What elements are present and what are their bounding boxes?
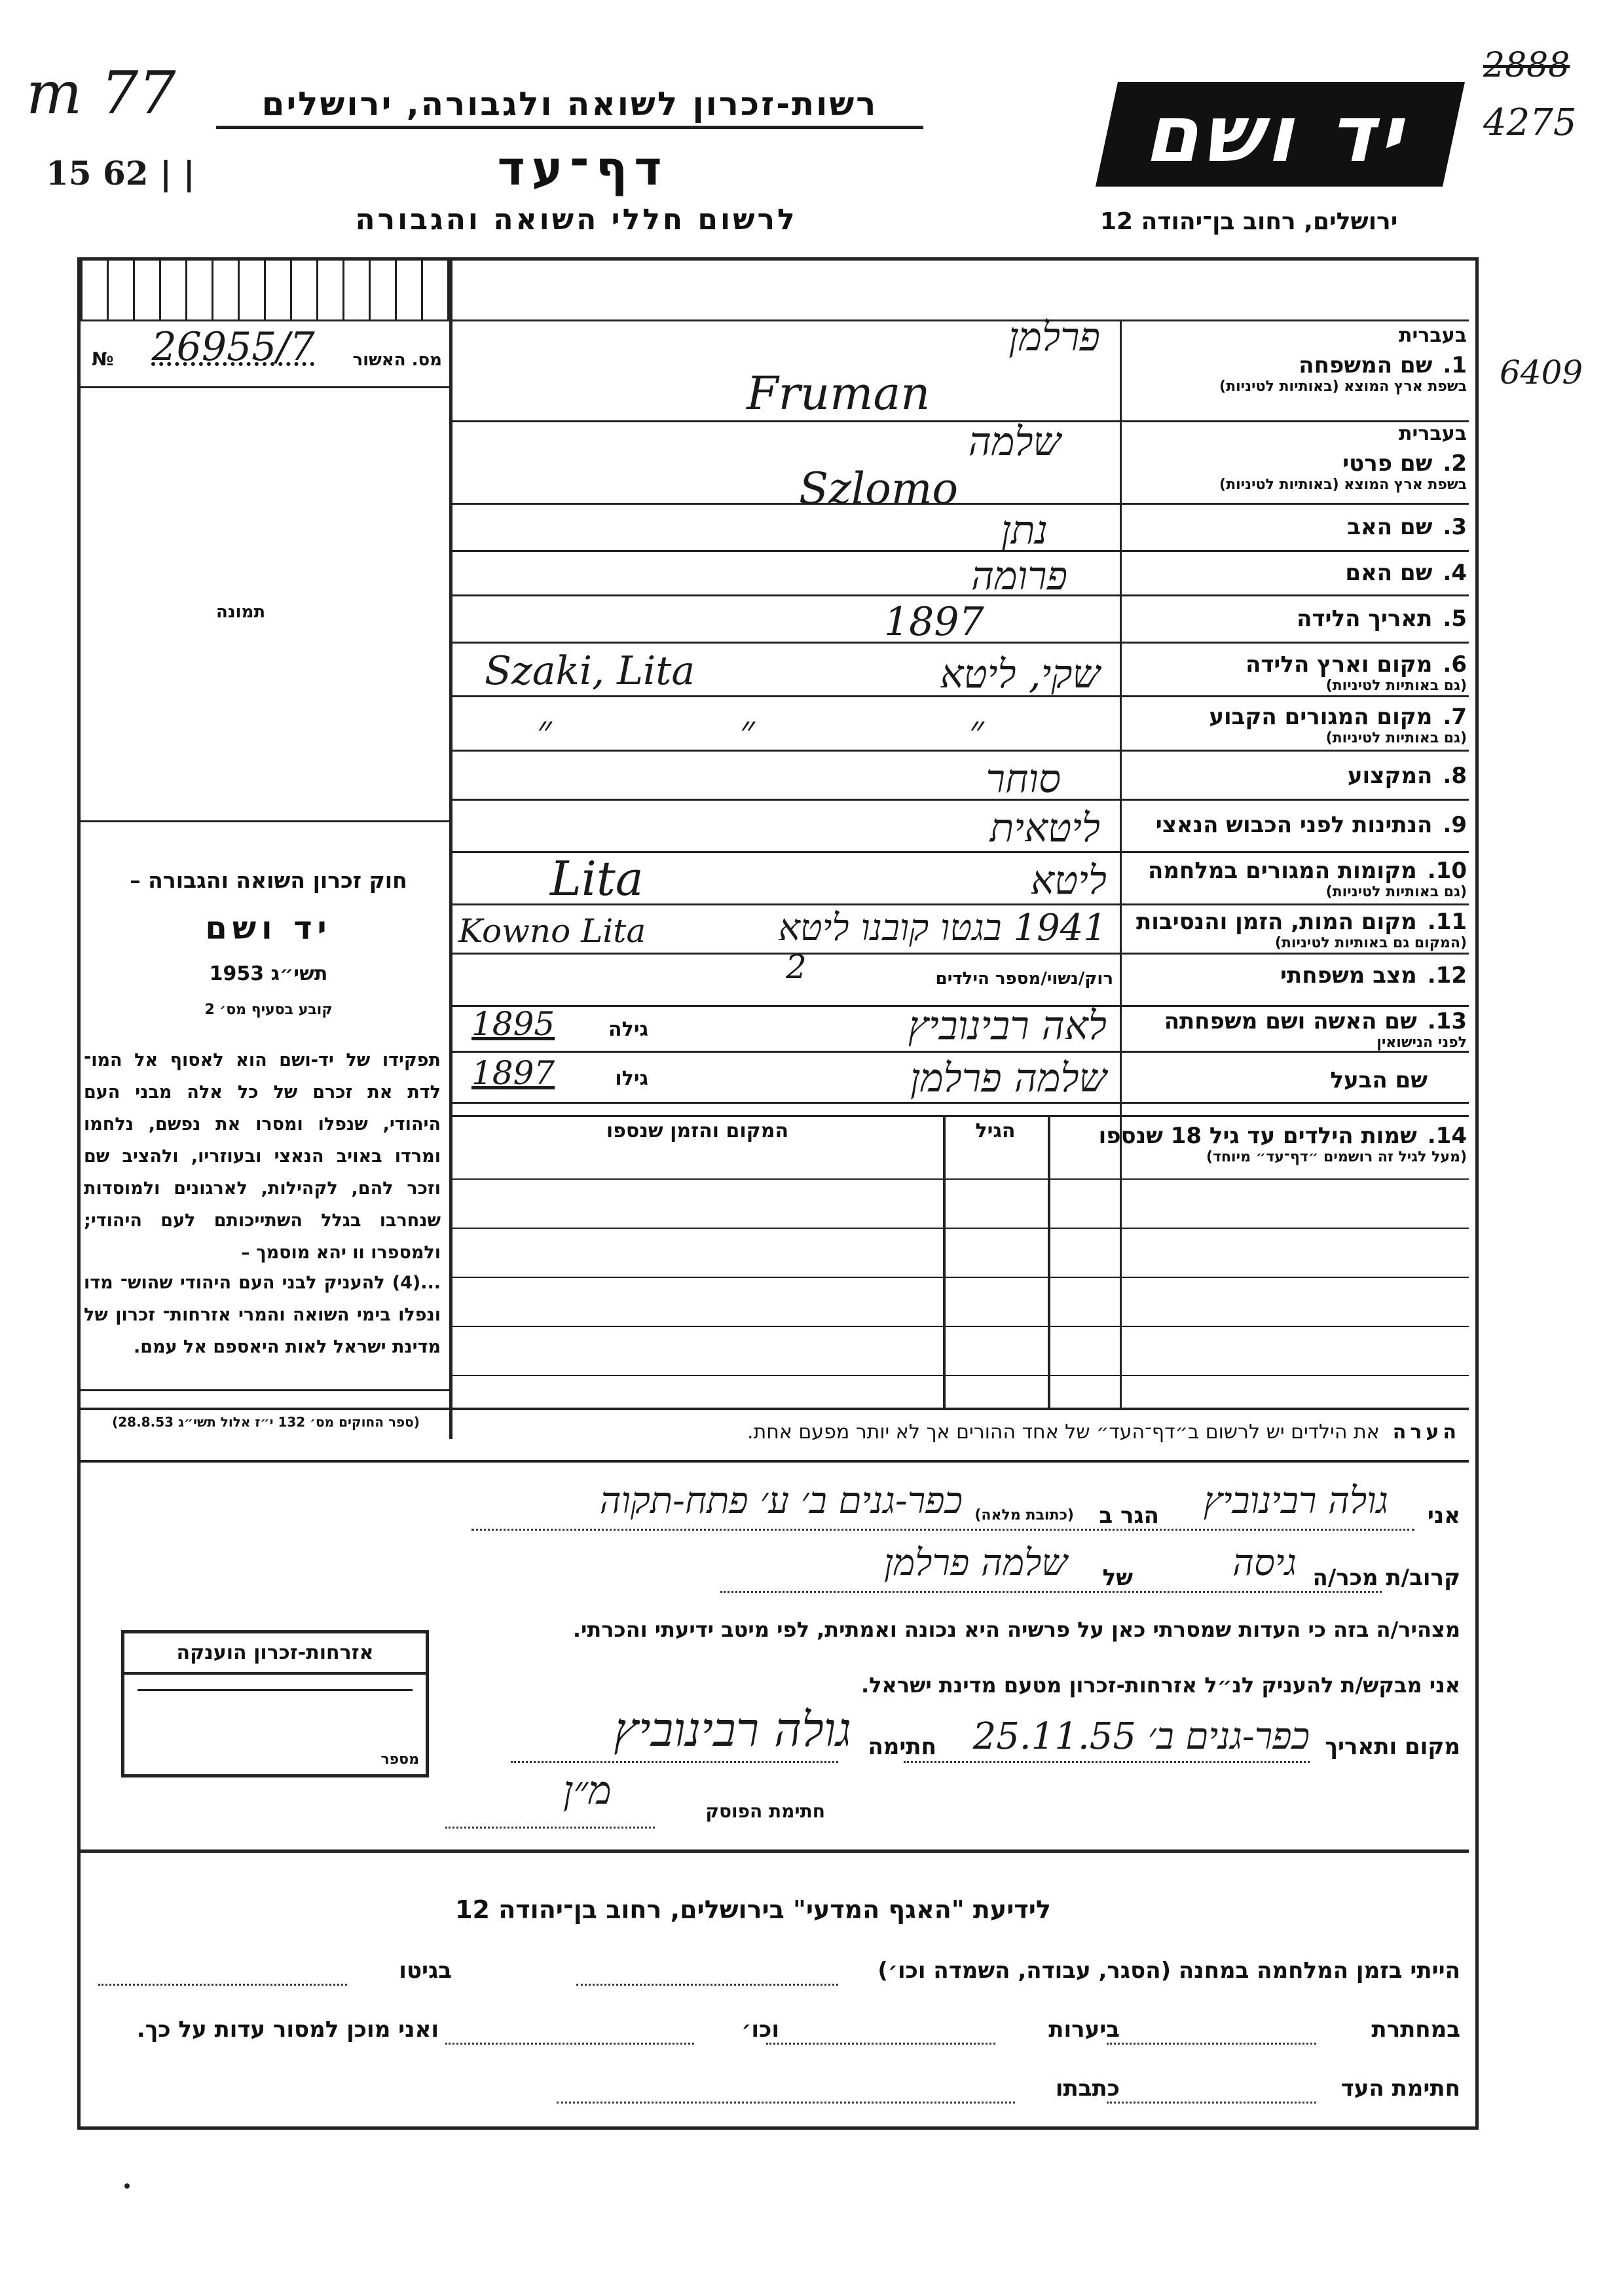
footer-line1-end: בגיטו — [399, 1958, 452, 1984]
field-7-labels — [1126, 704, 1467, 746]
children-row — [452, 1326, 1469, 1327]
footer-line2-mid2: וכו׳ — [741, 2016, 779, 2043]
law-text-2: ...(4) להעניק לבני העם היהודי שהוש־ מדו ונפלו בימי השואה והמרי אזרחות־ זכרון של מדינת ישראל לאות היאספם אל עמם. — [84, 1273, 441, 1357]
children-row — [452, 1375, 1469, 1376]
footer-line2-end: ואני מוכן למסור עדות על כך. — [136, 2016, 439, 2043]
law-source: (ספר החוקים מס׳ 132 י״ז אלול תשי״ג 28.8.53) — [112, 1414, 420, 1430]
field-9-answer: ליטאית — [989, 805, 1100, 851]
field-9-labels — [1126, 812, 1467, 838]
field-13-labels — [1126, 1008, 1467, 1051]
note-text: את הילדים יש לרשום ב״דף־העד״ של אחד ההורים אך לא יותר מפעם אחת. — [747, 1421, 1380, 1444]
field-9-num: 9. — [1443, 812, 1467, 838]
field-11-labels — [1126, 909, 1467, 951]
law-source-top — [81, 1389, 452, 1391]
field-4-label: שם האם — [1345, 560, 1433, 586]
field-7-num: 7. — [1443, 704, 1467, 730]
field-13-label: שם האשה ושם משפחתה — [1164, 1008, 1417, 1034]
declaration-i-underline — [471, 1529, 1414, 1531]
field-13-age-label: גילה — [608, 1018, 648, 1041]
field-1-hebrew-answer: פרלמן — [1008, 314, 1100, 360]
field-3-labels — [1126, 514, 1467, 540]
approval-number-row — [92, 324, 442, 370]
law-year: תשי״ג 1953 — [209, 962, 328, 985]
field-8-num: 8. — [1443, 763, 1467, 789]
field-1-label: שם המשפחה — [1299, 352, 1433, 378]
declaration-relative-label: קרוב/ת מכר/ה — [1312, 1565, 1460, 1591]
field-4-num: 4. — [1443, 560, 1467, 586]
field-9-label: הנתינות לפני הכבוש הנאצי — [1155, 812, 1433, 838]
field-3-num: 3. — [1443, 514, 1467, 540]
top-left-stamp: 15 62 | | — [46, 154, 195, 192]
field-13-sub: לפני הנישואין — [1376, 1034, 1467, 1051]
children-num: 14. — [1427, 1123, 1467, 1149]
field-12-sub: רוק/נשוי/מספר הילדים — [935, 969, 1113, 989]
approval-no-prefix: № — [92, 348, 114, 370]
children-sub: (מעל לגיל זה רושמים ״דף־עד״ מיוחד) — [1206, 1149, 1467, 1165]
footer-line-2 — [98, 2016, 1460, 2056]
field-12-label: מצב משפחתי — [1280, 962, 1417, 989]
declaration-resides-sub: (כתובת מלאה) — [974, 1507, 1074, 1523]
field-2-label: שם פרטי — [1342, 450, 1433, 477]
decider-label: חתימת הפוסק — [705, 1800, 825, 1822]
field-13-num: 13. — [1427, 1008, 1467, 1034]
footer-line3-blank — [557, 2102, 1015, 2104]
left-top-divider — [81, 386, 449, 388]
form-title: דף־עד — [497, 141, 669, 196]
children-row — [452, 1228, 1469, 1229]
field-row-line — [452, 503, 1469, 505]
field-2-sub: בשפת ארץ המוצא (באותיות לטיניות) — [1219, 477, 1467, 493]
top-grid-row — [81, 319, 1469, 321]
signature-underline — [511, 1761, 838, 1763]
field-11-hebrew-answer: 1941 בגטו קובנו ליטא — [778, 907, 1107, 949]
field-1-labels — [1126, 324, 1467, 419]
declaration-i-value: גולה רבינוביץ — [1203, 1480, 1388, 1522]
field-row-line — [452, 1115, 1469, 1117]
label-column-divider — [1120, 319, 1122, 1410]
top-right-number: 4275 — [1483, 101, 1577, 144]
field-12-num: 12. — [1427, 962, 1467, 989]
field-2-latin-answer: Szlomo — [799, 464, 959, 514]
field-10-num: 10. — [1427, 858, 1467, 884]
children-col-divider — [943, 1115, 946, 1410]
children-col-divider — [1048, 1115, 1050, 1410]
footer-line2-label: במחתרת — [1371, 2016, 1460, 2043]
field-4-labels — [1126, 560, 1467, 586]
children-row — [452, 1277, 1469, 1278]
footer-line-3 — [98, 2075, 1460, 2115]
children-col-age: הגיל — [975, 1120, 1016, 1142]
footer-line1-blank — [98, 1984, 347, 1986]
field-7-ditto: ״ — [969, 707, 984, 753]
footer-line2-mid: ביערות — [1048, 2016, 1120, 2043]
field-13-answer: לאה רבינוביץ — [908, 1003, 1107, 1049]
place-date-underline — [904, 1761, 1310, 1763]
right-margin-number: 6409 — [1500, 354, 1583, 392]
note-label: הערה — [1392, 1421, 1460, 1444]
declaration-i-label: אני — [1427, 1503, 1460, 1529]
top-right-strike: 2888 — [1483, 46, 1570, 85]
field-row-line — [452, 1051, 1469, 1053]
field-1-num: 1. — [1443, 352, 1467, 378]
field-11-latin-answer: Kowno Lita — [458, 912, 646, 950]
authority-title: רשות-זכרון לשואה ולגבורה, ירושלים — [216, 85, 923, 129]
field-row-line — [452, 953, 1469, 955]
field-10-sub: (גם באותיות לטיניות) — [1325, 884, 1467, 900]
field-1-sub: בשפת ארץ המוצא (באותיות לטיניות) — [1219, 378, 1467, 395]
field-2-hebrew-answer: שלמה — [968, 419, 1061, 465]
top-tick-marks — [81, 261, 449, 319]
field-2-lang: בעברית — [1399, 422, 1467, 445]
footer-line2-blank — [1107, 2043, 1316, 2045]
field-8-label: המקצוע — [1347, 763, 1433, 789]
field-7-label: מקום המגורים הקבוע — [1209, 704, 1433, 730]
field-12-labels — [1126, 962, 1467, 989]
approval-number: 26955/7 — [151, 324, 315, 370]
note-top-line — [81, 1408, 1469, 1410]
field-10-hebrew-answer: ליטא — [1030, 858, 1107, 903]
yad-vashem-logo: יד ושם — [1096, 82, 1465, 187]
field-6-latin-answer: Szaki, Lita — [485, 648, 695, 694]
field-5-num: 5. — [1443, 606, 1467, 632]
law-title: חוק זכרון השואה והגבורה – — [130, 867, 407, 893]
footer-line2-blank — [445, 2043, 694, 2045]
declaration-resides-label: הגר ב — [1099, 1503, 1159, 1529]
declaration-sign-row — [367, 1702, 1460, 1768]
field-5-answer: 1897 — [884, 599, 984, 645]
field-2-num: 2. — [1443, 450, 1467, 477]
footer-line-1 — [98, 1958, 1460, 1997]
declaration-resides-value: כפר-גנים ב׳ ע׳ פתח-תקוה — [599, 1480, 963, 1522]
footer-line3-blank — [1107, 2102, 1316, 2104]
field-6-label: מקום וארץ הלידה — [1246, 651, 1433, 678]
stray-dot — [124, 2183, 130, 2189]
declaration-of-value: שלמה פרלמן — [883, 1542, 1067, 1584]
husband-age-label: גילו — [615, 1067, 648, 1090]
law-name: יד ושם — [205, 910, 332, 947]
footer-divider — [81, 1850, 1469, 1853]
field-8-labels — [1126, 763, 1467, 789]
declaration-of-label: של — [1102, 1565, 1133, 1591]
field-13-age: 1895 — [471, 1005, 555, 1043]
declaration-statement: מצהיר/ה בזה כי העדות שמסרתי כאן על פרשיה היא נכונה ואמתית, לפי מיטב ידיעתי והכרתי. — [572, 1617, 1460, 1642]
note-bottom-line — [81, 1460, 1469, 1463]
signature-label: חתימה — [868, 1734, 936, 1760]
field-6-hebrew-answer: שקי, ליטא — [940, 651, 1100, 697]
footer-line2-blank — [766, 2043, 995, 2045]
field-2-labels — [1126, 422, 1467, 501]
declaration-request: אני מבקש/ת להעניק לנ״ל אזרחות-זכרון מטעם מדינת ישראל. — [861, 1673, 1460, 1698]
place-date-value: כפר-גנים ב׳ 25.11.55 — [972, 1715, 1310, 1758]
declaration-relative-underline — [720, 1591, 1382, 1593]
place-date-label: מקום ותאריך — [1325, 1734, 1460, 1760]
children-col-place: המקום והזמן שנספו — [606, 1120, 789, 1142]
footer-line3-mid: כתבתו — [1055, 2075, 1120, 2102]
field-row-line — [452, 750, 1469, 752]
husband-label: שם הבעל — [1330, 1067, 1428, 1093]
footer-line1-label: הייתי בזמן המלחמה במחנה (הסגר, עבודה, השמדה וכו׳) — [877, 1958, 1460, 1984]
children-header — [1061, 1123, 1467, 1165]
declaration-relative-value: גיסה — [1232, 1542, 1297, 1584]
law-clause: קובע בסעיף מס׳ 2 — [204, 1002, 333, 1018]
field-11-label: מקום המות, הזמן והנסיבות — [1136, 909, 1417, 935]
photo-label: תמונה — [216, 602, 266, 622]
header-address: ירושלים, רחוב בן־יהודה 12 — [1100, 208, 1398, 235]
citizenship-box — [121, 1630, 429, 1777]
field-10-latin-answer: Lita — [550, 851, 644, 906]
husband-answer: שלמה פרלמן — [910, 1055, 1107, 1101]
children-row — [452, 1178, 1469, 1180]
field-12-answer: 2 — [786, 948, 807, 986]
children-label: שמות הילדים עד גיל 18 שנספו — [1098, 1123, 1417, 1149]
field-6-sub: (גם באותיות לטיניות) — [1325, 678, 1467, 694]
field-10-label: מקומות המגורים במלחמה — [1148, 858, 1417, 884]
footer-line3-label: חתימת העד — [1340, 2075, 1460, 2102]
field-7-sub: (גם באותיות לטיניות) — [1325, 730, 1467, 746]
field-11-sub: (המקום גם באותיות לטיניות) — [1274, 935, 1467, 951]
note-row — [458, 1421, 1460, 1444]
decider-underline — [445, 1827, 655, 1829]
approval-label: מס. האשור — [352, 350, 442, 370]
top-left-note: m 77 — [26, 59, 176, 128]
form-subtitle: לרשום חללי השואה והגבורה — [355, 203, 798, 236]
field-11-num: 11. — [1427, 909, 1467, 935]
field-1-latin-answer: Fruman — [747, 367, 931, 420]
husband-age: 1897 — [471, 1054, 555, 1092]
field-4-answer: פרומה — [971, 553, 1067, 599]
signature-value: גולה רבינוביץ — [614, 1702, 851, 1757]
field-8-answer: סוחר — [986, 756, 1061, 802]
field-3-answer: נתן — [1001, 507, 1048, 553]
citizenship-title: אזרחות-זכרון הוענקה — [124, 1633, 426, 1675]
field-7-ditto: ״ — [537, 707, 552, 753]
footer-line1-blank — [576, 1984, 838, 1986]
citizenship-number-label: מספר — [380, 1751, 419, 1768]
left-column-divider — [449, 261, 452, 1439]
photo-bottom-line — [81, 820, 449, 822]
field-1-lang: בעברית — [1399, 324, 1467, 347]
footer-title: לידיעת "האגף המדעי" בירושלים, רחוב בן־יהודה 12 — [455, 1895, 1051, 1924]
decider-value: מ״ן — [563, 1768, 612, 1813]
field-6-labels — [1126, 651, 1467, 694]
field-row-line — [452, 1102, 1469, 1104]
field-3-label: שם האב — [1347, 514, 1433, 540]
field-5-label: תאריך הלידה — [1297, 606, 1433, 632]
field-6-num: 6. — [1443, 651, 1467, 678]
field-5-labels — [1126, 606, 1467, 632]
field-7-ditto: ״ — [740, 707, 755, 753]
law-text-1: תפקידו של יד-ושם הוא לאסוף אל המו־ לדת את זכרם של כל אלה מבני העם היהודי, שנפלו ומסרו את נפשם, נלחמו ומרדו באויב הנאצי ובעוזריו, ולהציב שם וזכר להם, לקהילות, לארגונים ולמוסדות שנחרבו בגלל השתייכותם לעם היהודי; ולמספרו וו יהא מוסמך – — [84, 1050, 441, 1263]
field-10-labels — [1126, 858, 1467, 900]
